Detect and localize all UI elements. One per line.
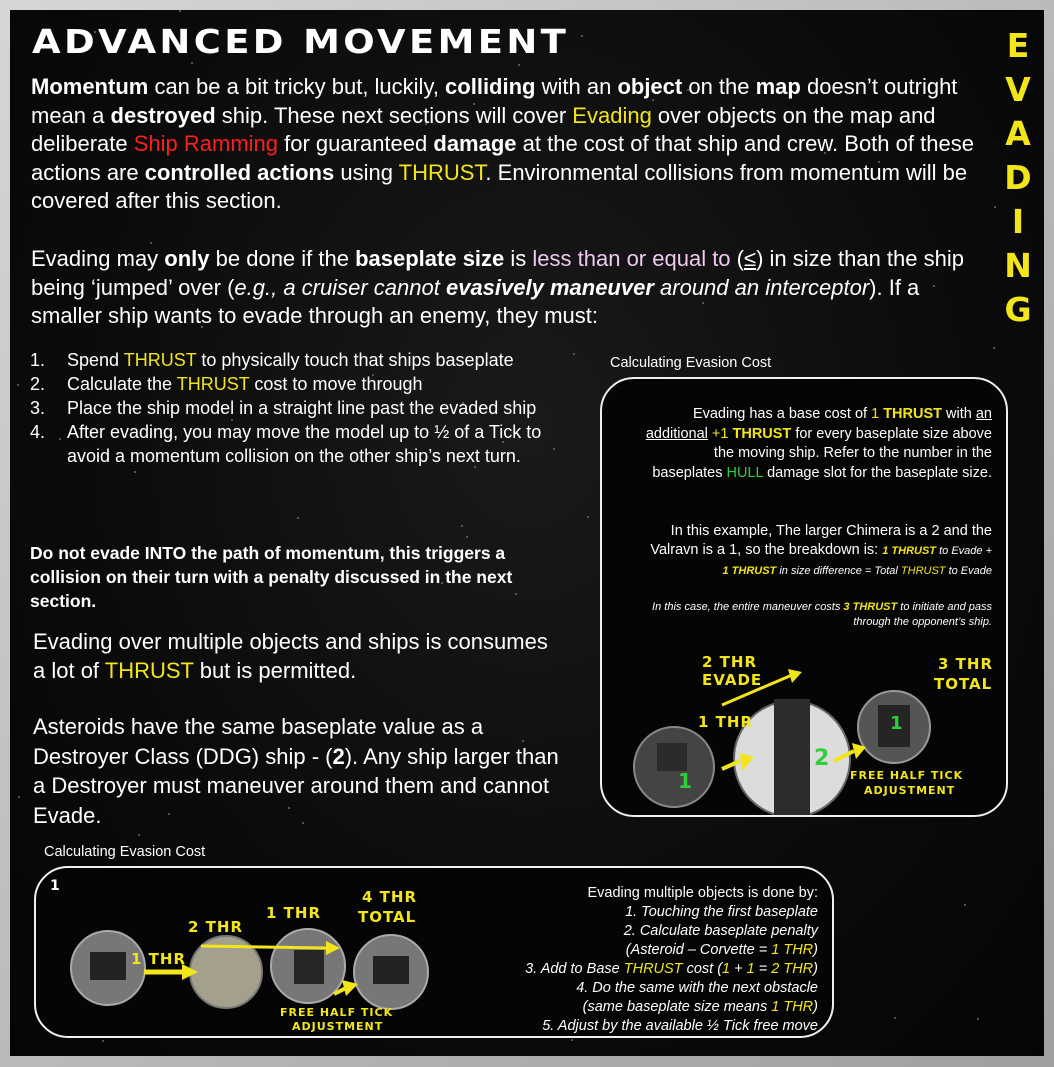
ship-model xyxy=(90,952,126,980)
step-line xyxy=(418,998,818,1017)
text: ) xyxy=(813,999,818,1015)
text: ) xyxy=(813,942,818,958)
text: 3. Add to Base xyxy=(525,961,624,977)
text: cost to move through xyxy=(249,374,423,394)
text: In this case, the entire maneuver costs xyxy=(652,601,844,613)
side-letter: D xyxy=(1004,158,1032,197)
star-dot xyxy=(134,471,136,473)
text: = xyxy=(754,961,772,977)
text: Evading has a base cost of xyxy=(692,406,872,422)
star-dot xyxy=(179,10,181,12)
text: doesn’t outright mean a xyxy=(31,74,958,128)
star-dot xyxy=(138,834,140,836)
term-object: object xyxy=(617,74,683,99)
text: with xyxy=(942,406,976,422)
text: ( xyxy=(730,246,744,271)
value: 1 xyxy=(871,406,880,422)
star-dot xyxy=(964,904,966,906)
label-free-half-tick: FREE HALF TICK xyxy=(850,769,964,782)
evade-rule-paragraph xyxy=(31,245,981,331)
text: but is permitted. xyxy=(193,657,357,683)
label-evade: EVADE xyxy=(702,671,763,689)
side-letter: N xyxy=(1004,246,1032,285)
value: 2 THR xyxy=(771,961,814,977)
term-only: only xyxy=(164,246,210,271)
steps-heading: Evading multiple objects is done by: xyxy=(587,885,818,901)
text: ) in size than the ship being ‘jumped’ over ( xyxy=(31,246,964,300)
list-number: 1. xyxy=(30,350,46,370)
star-dot xyxy=(581,35,583,37)
text: (same baseplate size means xyxy=(582,999,772,1015)
value: 3 THRUST xyxy=(843,601,898,613)
value: 1 THR xyxy=(771,942,814,958)
text-underlined: an additional xyxy=(645,406,992,442)
label-free-half-tick: FREE HALF TICK xyxy=(280,1006,394,1019)
text: Place the ship model in a straight line past the evaded ship xyxy=(67,398,537,418)
text: Evading may xyxy=(31,246,165,271)
term-momentum: Momentum xyxy=(31,74,149,99)
star-dot xyxy=(102,1040,104,1042)
term-thrust: THRUST xyxy=(123,350,197,370)
label-2-thr: 2 THR xyxy=(702,653,757,671)
side-letter: G xyxy=(1004,290,1032,329)
content-panel xyxy=(10,10,1044,1056)
multi-evasion-box xyxy=(34,866,834,1038)
term-thrust: THRUST xyxy=(732,425,792,442)
label-3-thr: 3 THR xyxy=(938,655,993,673)
star-dot xyxy=(571,1039,573,1041)
text: is xyxy=(504,246,533,271)
star-dot xyxy=(894,1017,896,1019)
text: be done if the xyxy=(209,246,356,271)
text: In this example, The larger Chimera is a 2 and the Valravn is a 1, so the breakdown is: xyxy=(650,523,992,558)
hull-size-small: 1 xyxy=(678,769,693,793)
label-4-thr: 4 THR xyxy=(362,888,417,906)
text: cost ( xyxy=(682,961,723,977)
term-hull: HULL xyxy=(726,464,764,481)
term-evasively-maneuver: evasively maneuver xyxy=(445,274,654,300)
term-thrust: THRUST xyxy=(900,565,946,577)
text: at the cost of that ship and crew. Both of these actions are xyxy=(31,131,974,185)
term-map: map xyxy=(755,74,801,99)
value: 1 THRUST xyxy=(722,565,777,577)
arrow-step-2 xyxy=(201,946,328,948)
side-letter: E xyxy=(1006,26,1030,65)
hull-size-end: 1 xyxy=(890,713,904,734)
side-letter: I xyxy=(1011,202,1025,241)
corvette-model xyxy=(294,950,324,984)
text: ship. These next sections will cover xyxy=(215,102,573,128)
ship-model xyxy=(373,956,409,984)
multi-evade-paragraph xyxy=(33,628,553,685)
evade-steps-list xyxy=(30,348,590,468)
text: ) xyxy=(813,961,818,977)
value: +1 xyxy=(707,425,733,442)
step-line xyxy=(418,960,818,979)
step-line: 1. Touching the first baseplate xyxy=(625,904,818,920)
text: Asteroids have the same baseplate value as a Destroyer Class (DDG) ship - ( xyxy=(33,714,484,769)
side-title-evading xyxy=(998,24,1038,332)
warning-text: Do not evade INTO the path of momentum, this triggers a collision on their turn with a penalty discussed in the next section. xyxy=(30,543,513,611)
list-item xyxy=(30,396,567,420)
step-line: 5. Adjust by the available ½ Tick free move xyxy=(542,1018,818,1034)
star-dot xyxy=(297,517,299,519)
text: to initiate and pass through the opponent’s ship. xyxy=(853,601,992,628)
star-dot xyxy=(993,347,995,349)
list-item xyxy=(30,372,590,396)
side-letter: A xyxy=(1005,114,1031,153)
box1-caption: Calculating Evasion Cost xyxy=(610,355,772,371)
text: damage slot for the baseplate size. xyxy=(763,464,992,481)
list-item xyxy=(30,348,590,372)
box1-explanation xyxy=(642,405,992,483)
step-line: 4. Do the same with the next obstacle xyxy=(576,980,818,996)
corner-number: 1 xyxy=(50,878,61,894)
text: to Evade + xyxy=(936,545,992,557)
value: 1 THRUST xyxy=(882,545,937,557)
term-baseplate-size: baseplate size xyxy=(355,246,505,271)
label-2-thr: 2 THR xyxy=(188,918,243,936)
text: with an xyxy=(535,74,618,99)
list-number: 4. xyxy=(30,422,46,442)
arrow-head xyxy=(788,669,802,683)
list-number: 2. xyxy=(30,374,46,394)
side-letter: V xyxy=(1005,70,1031,109)
term-evading: Evading xyxy=(572,102,652,128)
term-thrust: THRUST xyxy=(104,657,194,683)
term-controlled-actions: controlled actions xyxy=(144,159,335,185)
text: for every baseplate size above the moving ship. Refer to the number in the baseplates xyxy=(652,425,992,481)
example-text: e.g., a cruiser cannot xyxy=(234,274,446,300)
text: . Environmental collisions from momentum will be covered after this section. xyxy=(31,159,968,213)
text: Evading over multiple objects and ships is consumes a lot of xyxy=(33,629,548,683)
text: in size difference = Total xyxy=(776,565,901,577)
text: to Evade xyxy=(945,565,992,577)
baseplate-value: 2 xyxy=(332,743,345,769)
star-dot xyxy=(994,206,996,208)
page-title: ADVANCED MOVEMENT xyxy=(32,22,570,61)
label-1-thr: 1 THR xyxy=(698,713,753,731)
star-dot xyxy=(18,796,20,798)
text: ). Any ship larger than a Destroyer must maneuver around them and cannot Evade. xyxy=(33,743,559,828)
text: can be a bit tricky but, luckily, xyxy=(148,74,446,99)
value: 1 xyxy=(722,961,731,977)
star-dot xyxy=(466,536,468,538)
label-1-thr-a: 1 THR xyxy=(131,950,186,968)
list-item xyxy=(30,420,587,468)
step-line: 2. Calculate baseplate penalty xyxy=(623,923,818,939)
value: 1 THR xyxy=(771,999,814,1015)
label-adjustment: ADJUSTMENT xyxy=(292,1020,384,1033)
label-total: TOTAL xyxy=(358,908,417,926)
step-line xyxy=(418,941,818,960)
multi-evade-steps xyxy=(418,884,818,1036)
star-dot xyxy=(461,525,463,527)
text: to physically touch that ships baseplate xyxy=(196,350,514,370)
term-thrust: THRUST xyxy=(883,406,943,422)
text: Spend xyxy=(67,350,124,370)
label-1-thr-b: 1 THR xyxy=(266,904,321,922)
hull-size-large: 2 xyxy=(814,746,831,771)
text: (Asteroid – Corvette = xyxy=(625,942,772,958)
symbol-leq: ≤ xyxy=(744,246,757,271)
large-ship-model xyxy=(774,699,810,815)
star-dot xyxy=(977,1018,979,1020)
term-thrust: THRUST xyxy=(398,159,486,185)
text: ). If a smaller ship wants to evade through an enemy, they must: xyxy=(31,274,920,328)
intro-paragraph xyxy=(31,73,981,216)
label-adjustment: ADJUSTMENT xyxy=(864,784,956,797)
term-ship-ramming: Ship Ramming xyxy=(133,131,279,156)
box1-example xyxy=(642,522,992,581)
star-dot xyxy=(17,384,19,386)
asteroid-paragraph xyxy=(33,712,573,830)
box1-total xyxy=(622,600,992,630)
example-text: around an interceptor xyxy=(653,274,870,300)
star-dot xyxy=(150,242,152,244)
term-less-or-equal: less than or equal to xyxy=(532,246,731,271)
list-number: 3. xyxy=(30,398,46,418)
box2-caption: Calculating Evasion Cost xyxy=(44,844,206,860)
star-dot xyxy=(587,516,589,518)
text: Calculate the xyxy=(67,374,177,394)
text: for guaranteed xyxy=(278,131,434,156)
term-thrust: THRUST xyxy=(176,374,250,394)
star-dot xyxy=(191,62,193,64)
term-thrust: THRUST xyxy=(623,961,683,977)
term-damage: damage xyxy=(433,131,517,156)
term-destroyed: destroyed xyxy=(110,102,216,128)
term-colliding: colliding xyxy=(445,74,536,99)
small-ship-model xyxy=(657,743,687,771)
text: After evading, you may move the model up to ½ of a Tick to avoid a momentum collision on the other ship’s next turn. xyxy=(67,422,542,466)
text: + xyxy=(730,961,747,977)
evasion-cost-box xyxy=(600,377,1008,817)
text: on the xyxy=(682,74,756,99)
text: using xyxy=(334,159,399,185)
star-dot xyxy=(518,64,520,66)
label-total: TOTAL xyxy=(934,675,993,693)
text: over objects on the map and deliberate xyxy=(31,102,936,156)
value: 1 xyxy=(746,961,755,977)
